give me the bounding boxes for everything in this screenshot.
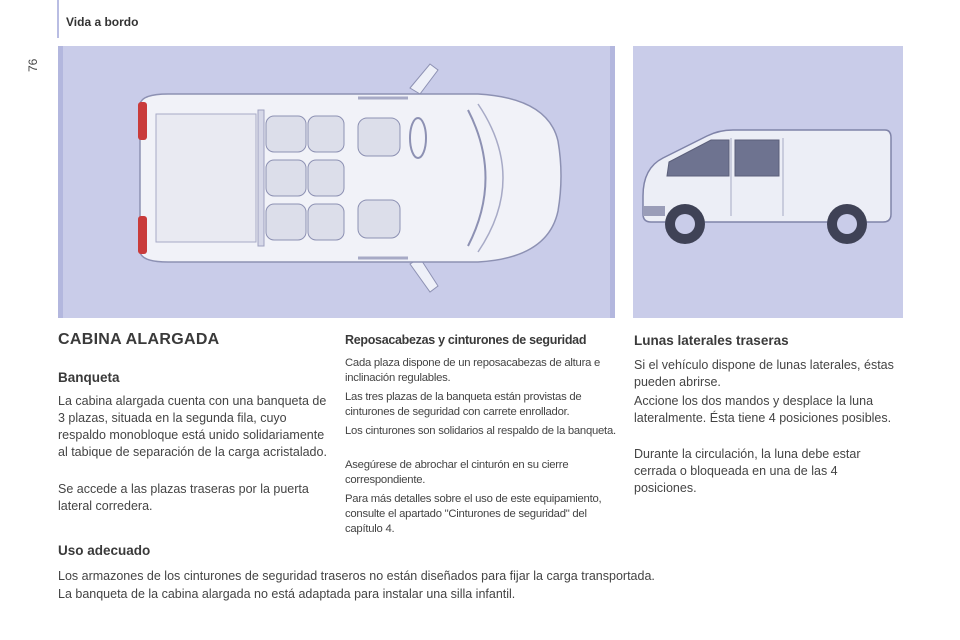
van-side-view-figure: [633, 46, 903, 318]
banqueta-paragraph-2: Se accede a las plazas traseras por la puerta lateral corredera.: [58, 482, 309, 513]
lunas-paragraph-1: Si el vehículo dispone de lunas laterales, éstas pueden abrirse.: [634, 358, 894, 389]
uso-paragraph-1: Los armazones de los cinturones de seguridad traseros no están diseñados para fijar la carga transportada.: [58, 569, 655, 583]
reposacabezas-paragraph-5: Para más detalles sobre el uso de este equipamiento, consulte el apartado "Cinturones de seguridad" del capítulo 4.: [345, 493, 602, 535]
subheading-banqueta: Banqueta: [58, 370, 120, 385]
heading-uso-adecuado: Uso adecuado: [58, 543, 151, 558]
lunas-paragraph-3: Durante la circulación, la luna debe estar cerrada o bloqueada en una de las 4 posiciones.: [634, 447, 861, 495]
reposacabezas-paragraph-2: Las tres plazas de la banqueta están provistas de cinturones de seguridad con carrete enrollador.: [345, 391, 582, 418]
banqueta-paragraph-1: La cabina alargada cuenta con una banqueta de 3 plazas, situada en la segunda fila, cuyo respaldo monobloque está unido solidariamente al tabique de separación de la carga acristalado.: [58, 394, 327, 459]
section-title: Vida a bordo: [66, 15, 139, 29]
van-top-view-seats-illustration-icon: [58, 46, 615, 318]
header-rule: [57, 0, 59, 38]
heading-lunas-laterales: Lunas laterales traseras: [634, 333, 789, 348]
uso-paragraph-2: La banqueta de la cabina alargada no está adaptada para instalar una silla infantil.: [58, 587, 516, 601]
section-heading-cabina: CABINA ALARGADA: [58, 331, 220, 348]
van-side-view-illustration-icon: [633, 46, 903, 318]
lunas-paragraph-2: Accione los dos mandos y desplace la luna lateralmente. Ésta tiene 4 posiciones posibles.: [634, 394, 892, 425]
van-top-view-figure: [58, 46, 615, 318]
reposacabezas-paragraph-3: Los cinturones son solidarios al respaldo de la banqueta.: [345, 425, 616, 437]
heading-reposacabezas: Reposacabezas y cinturones de seguridad: [345, 333, 587, 347]
reposacabezas-paragraph-1: Cada plaza dispone de un reposacabezas de altura e inclinación regulables.: [345, 357, 601, 384]
page-number: 76: [26, 58, 40, 72]
reposacabezas-paragraph-4: Asegúrese de abrochar el cinturón en su cierre correspondiente.: [345, 459, 569, 486]
